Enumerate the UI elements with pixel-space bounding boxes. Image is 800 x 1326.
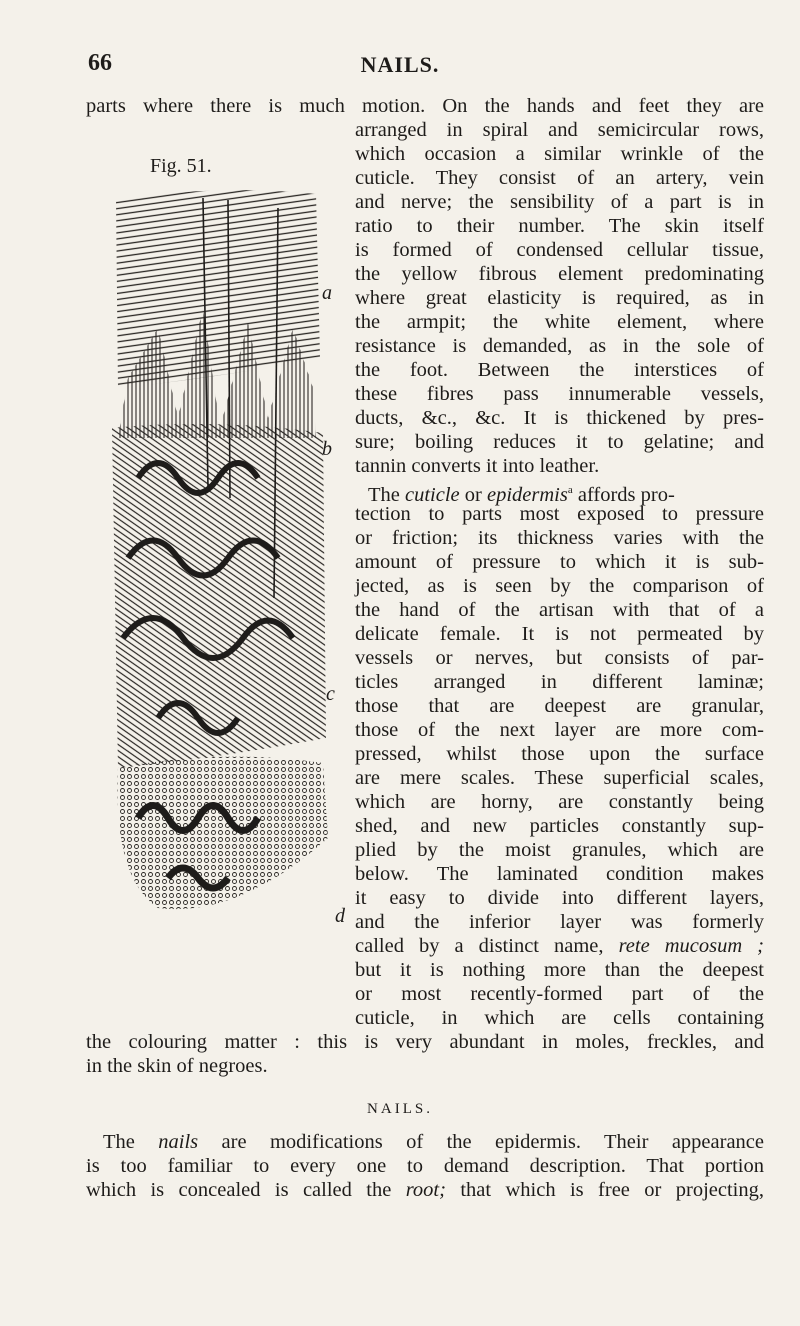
text-line-root <box>86 1178 764 1202</box>
page-number: 66 <box>88 50 112 76</box>
text-line: where great elasticity is required, as in <box>355 287 764 309</box>
text-line: shed, and new particles constantly sup- <box>355 815 764 837</box>
text-line: plied by the moist granules, which are <box>355 839 764 861</box>
text-line: tection to parts most exposed to pressure <box>355 503 764 525</box>
text-run: affords pro- <box>572 483 675 506</box>
text-line: resistance is demanded, as in the sole of <box>355 335 764 357</box>
text-line: but it is nothing more than the deepest <box>355 959 764 981</box>
figure-label-a: a <box>322 282 332 304</box>
text-line: ducts, &c., &c. It is thickened by pres- <box>355 407 764 429</box>
text-run: that which is free or projecting, <box>445 1179 764 1201</box>
figure-label-d: d <box>335 905 345 927</box>
text-line: those that are deepest are granular, <box>355 695 764 717</box>
footnote-mark: a <box>567 484 573 496</box>
text-run: are modifications of the epidermis. Their appearance <box>198 1131 764 1153</box>
text-run: or <box>459 483 487 506</box>
page-header <box>88 50 712 80</box>
text-line: jected, as is seen by the comparison of <box>355 575 764 597</box>
text-line: the colouring matter : this is very abundant in moles, freckles, and <box>86 1031 764 1053</box>
text-line: and the inferior layer was formerly <box>355 911 764 933</box>
text-line: it easy to divide into different layers, <box>355 887 764 909</box>
text-line: and nerve; the sensibility of a part is in <box>355 191 764 213</box>
text-line: sure; boiling reduces it to gelatine; and <box>355 431 764 453</box>
text-line-nails <box>103 1130 764 1154</box>
running-title: NAILS. <box>360 52 440 77</box>
italic-term: root; <box>405 1179 446 1201</box>
text-line: the hand of the artisan with that of a <box>355 599 764 621</box>
figure-caption: Fig. 51. <box>150 155 212 177</box>
text-line: is formed of condensed cellular tissue, <box>355 239 764 261</box>
text-line: the foot. Between the interstices of <box>355 359 764 381</box>
text-line: which are horny, are constantly being <box>355 791 764 813</box>
italic-term: cuticle <box>405 483 460 506</box>
text-line: arranged in spiral and semicircular rows, <box>355 119 764 141</box>
text-line: which occasion a similar wrinkle of the <box>355 143 764 165</box>
text-line-rete <box>355 934 764 958</box>
italic-term: nails <box>158 1131 199 1153</box>
italic-term: epidermis <box>486 483 568 506</box>
text-run: The <box>103 1131 159 1153</box>
text-line: in the skin of negroes. <box>86 1055 268 1077</box>
section-heading: NAILS. <box>367 1101 433 1117</box>
figure-label-c: c <box>326 683 335 705</box>
text-line: the armpit; the white element, where <box>355 311 764 333</box>
text-line: pressed, whilst those upon the surface <box>355 743 764 765</box>
text-line: these fibres pass innumerable vessels, <box>355 383 764 405</box>
text-run: called by a distinct name, <box>355 935 619 957</box>
text-line: parts where there is much motion. On the hands and feet they are <box>86 95 764 117</box>
text-line: amount of pressure to which it is sub- <box>355 551 764 573</box>
text-line: the yellow fibrous element predominating <box>355 263 764 285</box>
text-line: cuticle, in which are cells containing <box>355 1007 764 1029</box>
text-line: or friction; its thickness varies with the <box>355 527 764 549</box>
text-run: The <box>368 483 405 506</box>
text-run: which is concealed is called the <box>86 1179 406 1201</box>
text-line: are mere scales. These superficial scales, <box>355 767 764 789</box>
text-line: delicate female. It is not permeated by <box>355 623 764 645</box>
text-line: is too familiar to every one to demand description. That portion <box>86 1155 764 1177</box>
italic-term: rete mucosum ; <box>618 935 764 957</box>
skin-section-illustration <box>98 178 340 930</box>
figure-label-b: b <box>322 438 332 460</box>
text-line: ticles arranged in different laminæ; <box>355 671 764 693</box>
text-line: or most recently-formed part of the <box>355 983 764 1005</box>
text-line: tannin converts it into leather. <box>355 455 600 477</box>
text-line: cuticle. They consist of an artery, vein <box>355 167 764 189</box>
text-line: below. The laminated condition makes <box>355 863 764 885</box>
text-line: ratio to their number. The skin itself <box>355 215 764 237</box>
text-line: vessels or nerves, but consists of par- <box>355 647 764 669</box>
text-line: those of the next layer are more com- <box>355 719 764 741</box>
